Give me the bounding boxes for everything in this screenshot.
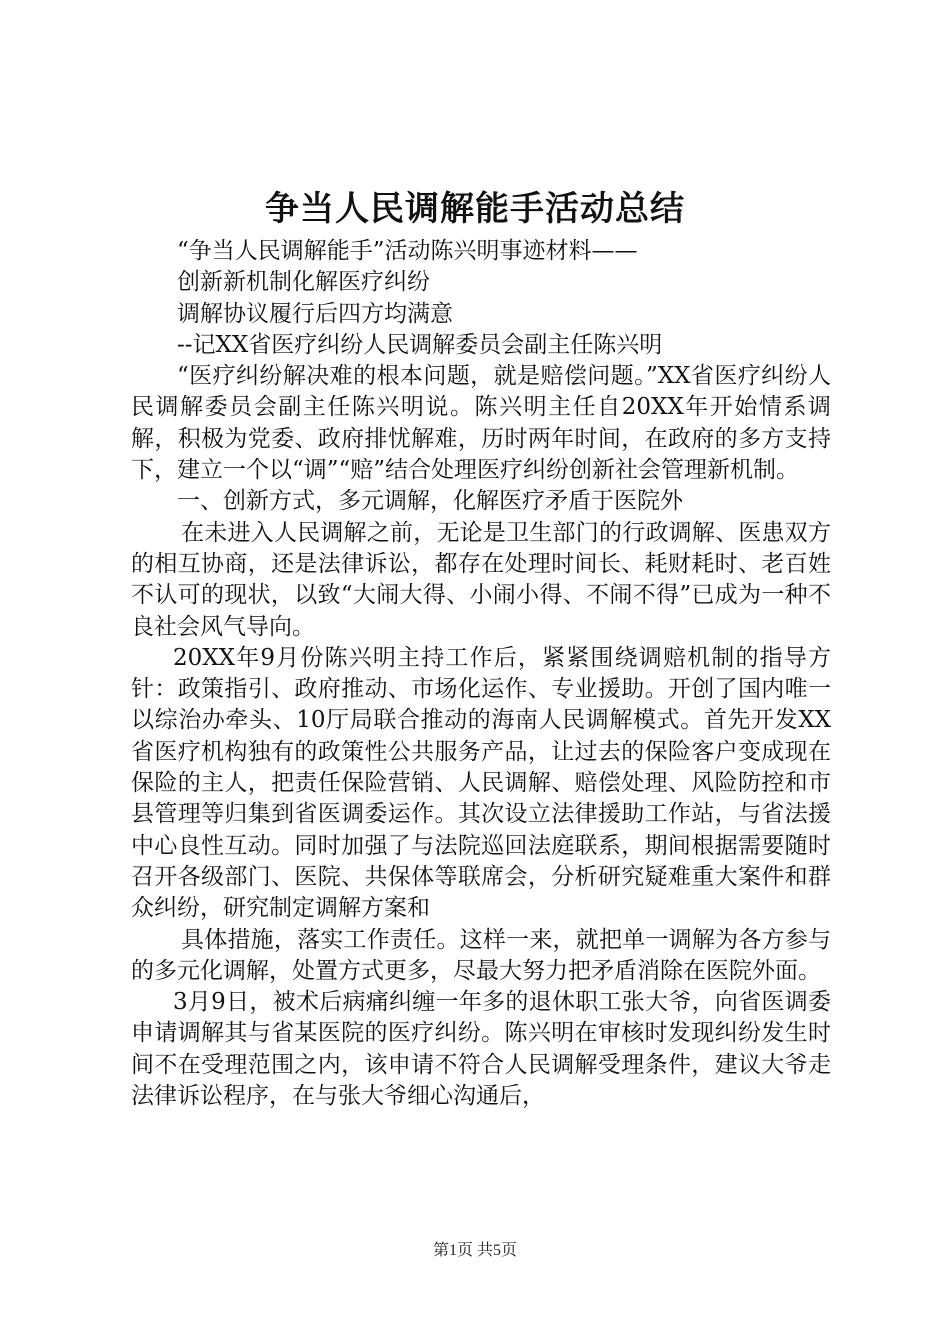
document-body [131,236,831,1112]
body-paragraph: 在未进入人民调解之前，无论是卫生部门的行政调解、医患双方的相互协商，还是法律诉讼，都存在处理时间长、耗财耗时、老百姓不认可的现状，以致“大闹大得、小闹小得、不闹不得”已成为一种不良社会风气导向。 [131,519,831,640]
body-paragraph: 具体措施，落实工作责任。这样一来，就把单一调解为各方参与的多元化调解，处置方式更多，尽最大努力把矛盾消除在医院外面。 [131,926,831,984]
body-paragraph: “医疗纠纷解决难的根本问题，就是赔偿问题。”XX省医疗纠纷人民调解委员会副主任陈兴明说。陈兴明主任自20XX年开始情系调解，积极为党委、政府排忧解难，历时两年时间，在政府的多方支持下，建立一个以“调”“赔”结合处理医疗纠纷创新社会管理新机制。 [131,363,831,484]
subtitle-line-4: --记XX省医疗纠纷人民调解委员会副主任陈兴明 [177,331,663,358]
body-paragraph: 3月9日，被术后病痛纠缠一年多的退休职工张大爷，向省医调委申请调解其与省某医院的医疗纠纷。陈兴明在审核时发现纠纷发生时间不在受理范围之内，该申请不符合人民调解受理条件，建议大爷走法律诉讼程序，在与张大爷细心沟通后， [131,989,831,1110]
subtitle-line-3: 调解协议履行后四方均满意 [177,300,453,327]
document-title: 争当人民调解能手活动总结 [265,189,685,229]
section-heading: 一、创新方式，多元调解，化解医疗矛盾于医院外 [177,488,683,515]
subtitle-line-2: 创新新机制化解医疗纠纷 [177,269,430,296]
page-footer: 第1页 共5页 [432,1242,517,1259]
body-paragraph: 20XX年9月份陈兴明主持工作后，紧紧围绕调赔机制的指导方针：政策指引、政府推动、市场化运作、专业援助。开创了国内唯一以综治办牵头、10厅局联合推动的海南人民调解模式。首先开发XX省医疗机构独有的政策性公共服务产品，让过去的保险客户变成现在保险的主人，把责任保险营销、人民调解、赔偿处理、风险防控和市县管理等归集到省医调委运作。其次设立法律援助工作站，与省法援中心良性互动。同时加强了与法院巡回法庭联系，期间根据需要随时召开各级部门、医院、共保体等联席会，分析研究疑难重大案件和群众纠纷，研究制定调解方案和 [131,644,831,922]
subtitle-line-1: “争当人民调解能手”活动陈兴明事迹材料—— [177,238,638,264]
